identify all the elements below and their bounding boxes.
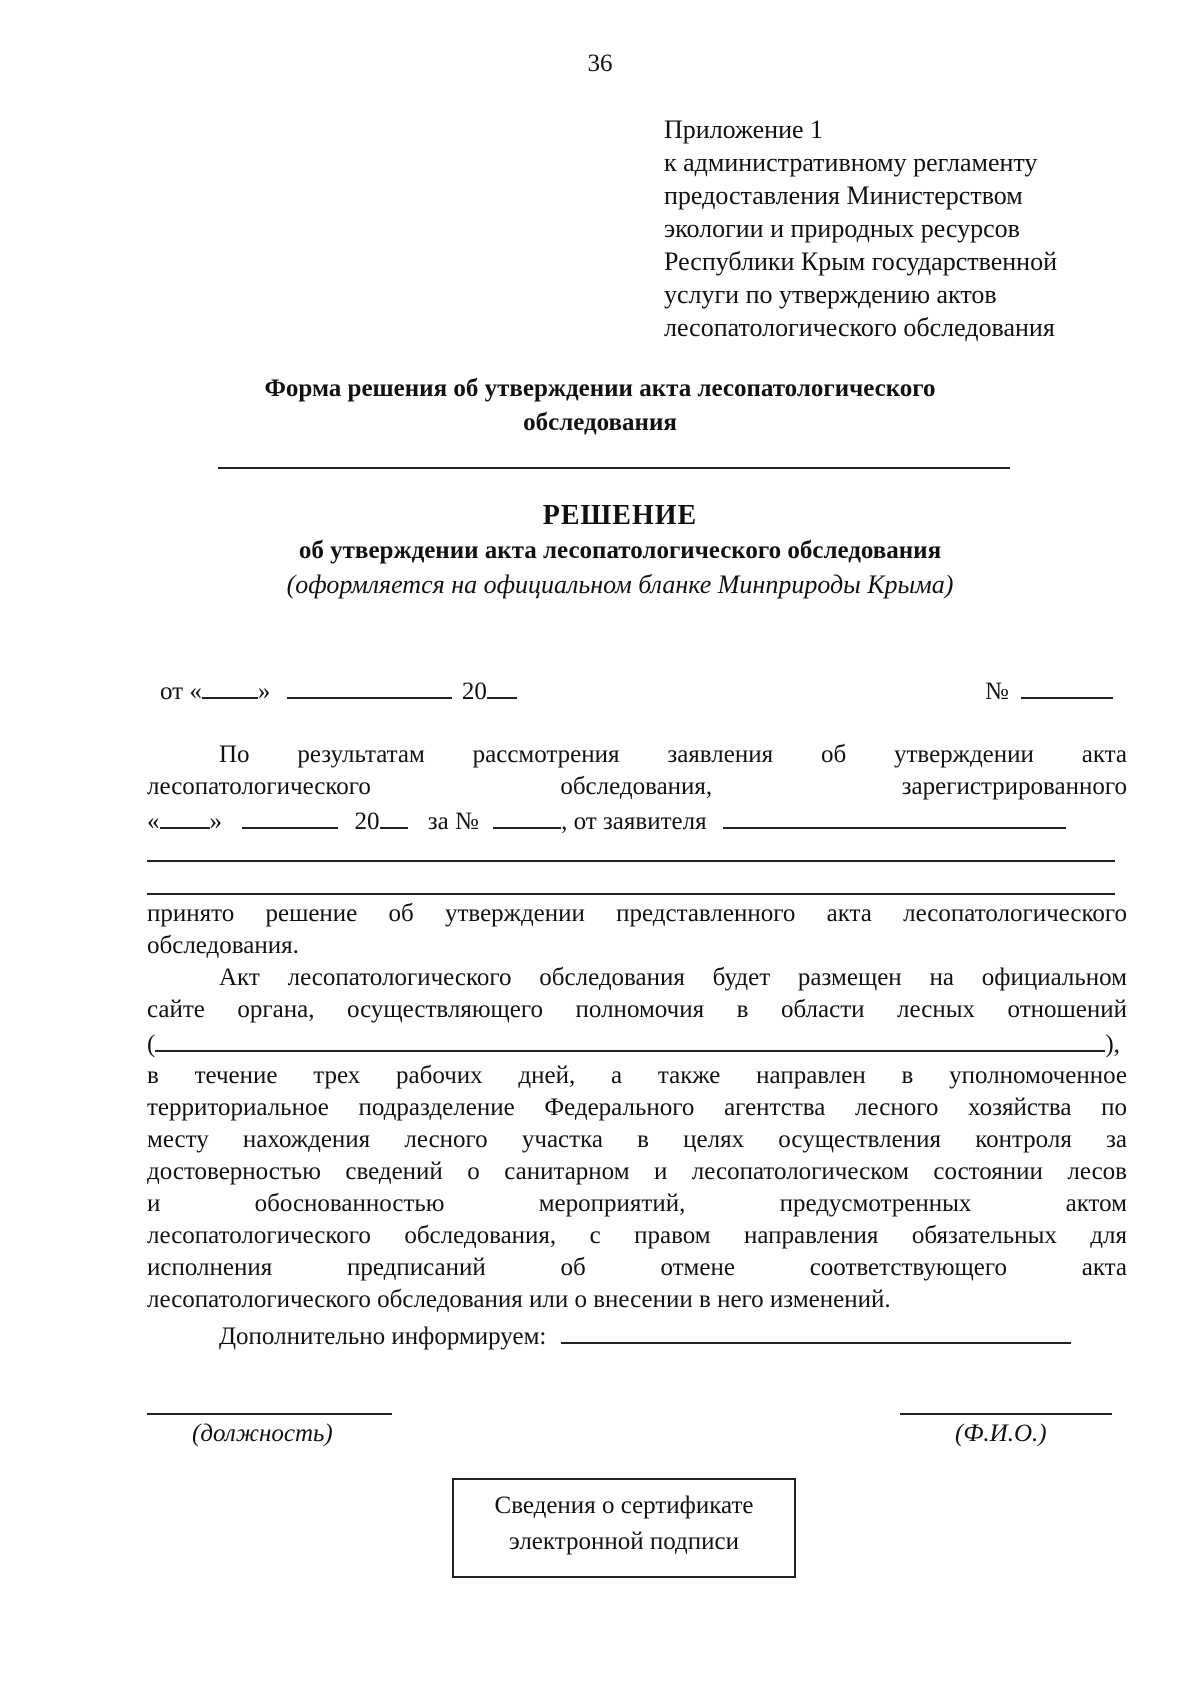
paragraph-line: достоверностью сведений о санитарном и лесопатологическом состоянии лесов <box>147 1158 1127 1185</box>
paragraph-line: лесопатологического обследования, зарегистрированного <box>147 773 1127 800</box>
website-field <box>147 1026 1120 1061</box>
applicant-blank-line[interactable] <box>147 893 1115 895</box>
position-label: (должность) <box>192 1420 333 1447</box>
number-field <box>985 673 1113 708</box>
paragraph-line: в течение трех рабочих дней, а также направлен в уполномоченное <box>147 1062 1127 1089</box>
form-title <box>130 372 1070 440</box>
paragraph-line: принято решение об утверждении представленного акта лесопатологического <box>147 900 1127 927</box>
appendix-line: экологии и природных ресурсов <box>664 214 1020 243</box>
website-open-paren: ( <box>147 1031 156 1058</box>
appendix-line: Приложение 1 <box>664 115 824 144</box>
registration-line <box>147 803 1066 838</box>
website-blank[interactable] <box>155 1026 1105 1052</box>
additional-info-blank[interactable] <box>561 1318 1071 1344</box>
appendix-block <box>664 113 1134 344</box>
additional-info-label: Дополнительно информируем: <box>219 1323 547 1350</box>
name-signature-line[interactable] <box>900 1413 1112 1415</box>
number-blank[interactable] <box>1021 673 1113 699</box>
appendix-line: лесопатологического обследования <box>664 313 1055 342</box>
appendix-line: Республики Крым государственной <box>664 247 1057 276</box>
year-prefix: 20 <box>461 678 487 705</box>
reg-open-quote: « <box>147 808 160 835</box>
decision-note: (оформляется на официальном бланке Минприроды Крыма) <box>286 570 954 599</box>
year-blank[interactable] <box>487 673 517 699</box>
certificate-line: Сведения о сертификате <box>494 1492 754 1519</box>
paragraph-line: лесопатологического обследования или о внесении в него изменений. <box>147 1286 891 1313</box>
paragraph-line: По результатам рассмотрения заявления об утверждении акта <box>219 741 1127 768</box>
applicant-blank[interactable] <box>723 803 1066 829</box>
website-close-paren: ), <box>1105 1031 1120 1058</box>
paragraph-line: обследования. <box>147 932 299 959</box>
reg-month-blank[interactable] <box>242 803 338 829</box>
additional-info-field <box>219 1318 1071 1353</box>
reg-number-label: за № <box>427 808 479 835</box>
position-signature-line[interactable] <box>147 1413 392 1415</box>
reg-year: 20 <box>354 808 380 835</box>
title-divider <box>218 467 1010 469</box>
paragraph-line: исполнения предписаний об отмене соответствующего акта <box>147 1254 1127 1281</box>
paragraph-line: и обоснованностью мероприятий, предусмотренных актом <box>147 1190 1127 1217</box>
reg-number-blank[interactable] <box>493 803 561 829</box>
reg-close-quote: » <box>209 808 222 835</box>
appendix-line: предоставления Министерством <box>664 181 1023 210</box>
number-sign: № <box>985 678 1009 705</box>
paragraph-line: сайте органа, осуществляющего полномочия в области лесных отношений <box>147 996 1127 1023</box>
paragraph-line: территориальное подразделение Федерального агентства лесного хозяйства по <box>147 1094 1127 1121</box>
date-close: » <box>257 678 271 705</box>
applicant-blank-line[interactable] <box>147 860 1115 862</box>
date-prefix: от « <box>160 678 202 705</box>
form-title-line: обследования <box>523 409 677 436</box>
applicant-label: , от заявителя <box>561 808 707 835</box>
month-blank[interactable] <box>287 673 452 699</box>
certificate-box <box>452 1478 796 1578</box>
decision-subtitle: об утверждении акта лесопатологического обследования <box>298 537 942 564</box>
name-label: (Ф.И.О.) <box>955 1420 1047 1447</box>
paragraph-line: лесопатологического обследования, с правом направления обязательных для <box>147 1222 1127 1249</box>
certificate-line: электронной подписи <box>509 1528 739 1555</box>
page-number: 36 <box>587 50 613 77</box>
appendix-line: к административному регламенту <box>664 148 1038 177</box>
reg-day-blank[interactable] <box>160 803 210 829</box>
date-field <box>160 673 517 708</box>
appendix-line: услуги по утверждению актов <box>664 280 997 309</box>
day-blank[interactable] <box>202 673 258 699</box>
reg-year-blank[interactable] <box>380 803 408 829</box>
form-title-line: Форма решения об утверждении акта лесопатологического <box>264 375 936 402</box>
paragraph-line: Акт лесопатологического обследования будет размещен на официальном <box>219 964 1127 991</box>
decision-heading: РЕШЕНИЕ <box>542 500 698 531</box>
paragraph-line: месту нахождения лесного участка в целях осуществления контроля за <box>147 1126 1127 1153</box>
